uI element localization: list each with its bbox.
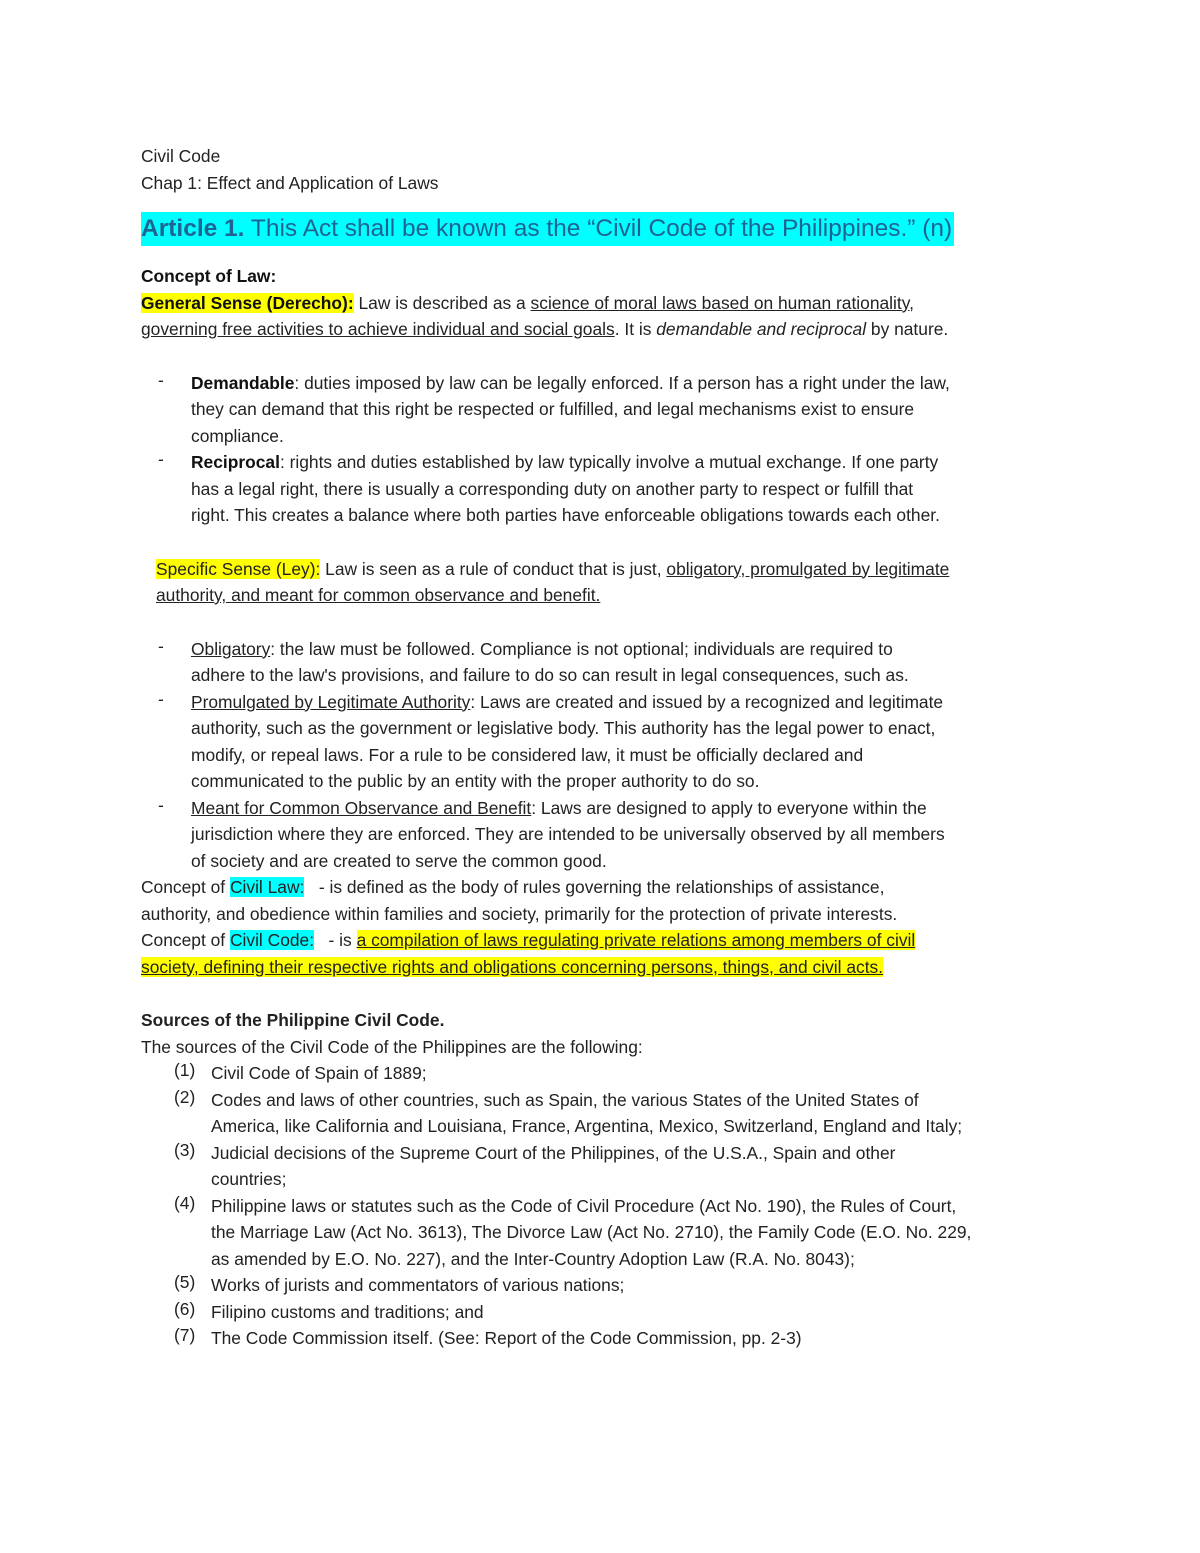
source-item: (7) The Code Commission itself. (See: Report of the Code Commission, pp. 2-3) [174, 1325, 802, 1348]
general-sense-line-1: General Sense (Derecho): Law is described as a science of moral laws based on human rationality, [141, 292, 914, 313]
concept-of-law-heading: Concept of Law: [141, 266, 277, 286]
bullet-common-observance: - Meant for Common Observance and Benefit: Laws are designed to apply to everyone within the jurisdiction where they are enforced. They are intended to be universally observed by all members of society and are created to serve the common good. [158, 794, 945, 871]
bullet-reciprocal: - Reciprocal: rights and duties established by law typically involve a mutual exchange. If one party has a legal right, there is usually a corresponding duty on another party to respect or fulfill that right. This creates a balance where both parties have enforceable obligations towards each other. [158, 449, 940, 525]
bullet-promulgated: - Promulgated by Legitimate Authority: Laws are created and issued by a recognized and legitimate authority, such as the government or legislative body. This authority has the legal power to enact, modify, or repeal laws. For a rule to be considered law, it must be officially declared and communicated to the public by an entity with the proper authority to do so. [158, 688, 944, 791]
document-body [141, 143, 1071, 1352]
general-bullets [141, 370, 1071, 529]
source-item: (4) Philippine laws or statutes such as the Code of Civil Procedure (Act No. 190), the Rules of Court, the Marriage Law (Act No. 3613), The Divorce Law (Act No. 2710), the Family Code (E.O. No. 229, as amended by E.O. No. 227), and the Inter-Country Adoption Law (R.A. No. 8043); [174, 1192, 972, 1269]
bullet-obligatory: - Obligatory: the law must be followed. Compliance is not optional; individuals are required to adhere to the law's provisions, and failure to do so can result in legal consequences, such as. [158, 635, 909, 685]
civil-code-label: Civil Code: [229, 930, 315, 950]
general-sense-line-2: governing free activities to achieve individual and social goals. It is demandable and reciprocal by nature. [141, 319, 949, 339]
source-item: (2) Codes and laws of other countries, such as Spain, the various States of the United States of America, like California and Louisiana, France, Argentina, Mexico, Switzerland, England and Italy; [174, 1086, 963, 1136]
article-label: Article 1. [141, 215, 245, 242]
specific-bullets [141, 636, 1071, 875]
bullet-demandable: - Demandable: duties imposed by law can be legally enforced. If a person has a right under the law, they can demand that this right be respected or fulfilled, and legal mechanisms exist to ensure compliance. [158, 369, 950, 446]
article-1 [141, 212, 1071, 246]
general-sense-label: General Sense (Derecho): [141, 292, 354, 313]
civil-law-label: Civil Law: [229, 877, 305, 897]
specific-sense-label: Specific Sense (Ley): [156, 558, 321, 579]
concept-civil-law: Concept of Civil Law: - is defined as the body of rules governing the relationships of assistance, authority, and obedience within families and society, primarily for the protection of private interests. [141, 877, 898, 924]
article-text: This Act shall be known as the “Civil Code of the Philippines.” (n) [244, 215, 953, 242]
sources-heading: Sources of the Philippine Civil Code. [141, 1010, 445, 1030]
doc-title: Civil Code [141, 146, 221, 166]
source-item: (6) Filipino customs and traditions; and [174, 1298, 484, 1322]
source-item: (1) Civil Code of Spain of 1889; [174, 1060, 427, 1083]
concept-civil-code: Concept of Civil Code: - is a compilation of laws regulating private relations among members of civil society, defining their respective rights and obligations concerning persons, things, and civil acts. [141, 930, 916, 977]
specific-sense: Specific Sense (Ley): Law is seen as a rule of conduct that is just, obligatory, promulgated by legitimate authority, and meant for common observance and benefit. [156, 558, 950, 605]
sources-list [141, 1060, 1071, 1352]
source-item: (5) Works of jurists and commentators of various nations; [174, 1272, 625, 1295]
source-item: (3) Judicial decisions of the Supreme Court of the Philippines, of the U.S.A., Spain and other countries; [174, 1139, 896, 1189]
sources-intro: The sources of the Civil Code of the Philippines are the following: [141, 1036, 643, 1057]
chapter-title: Chap 1: Effect and Application of Laws [141, 172, 439, 193]
